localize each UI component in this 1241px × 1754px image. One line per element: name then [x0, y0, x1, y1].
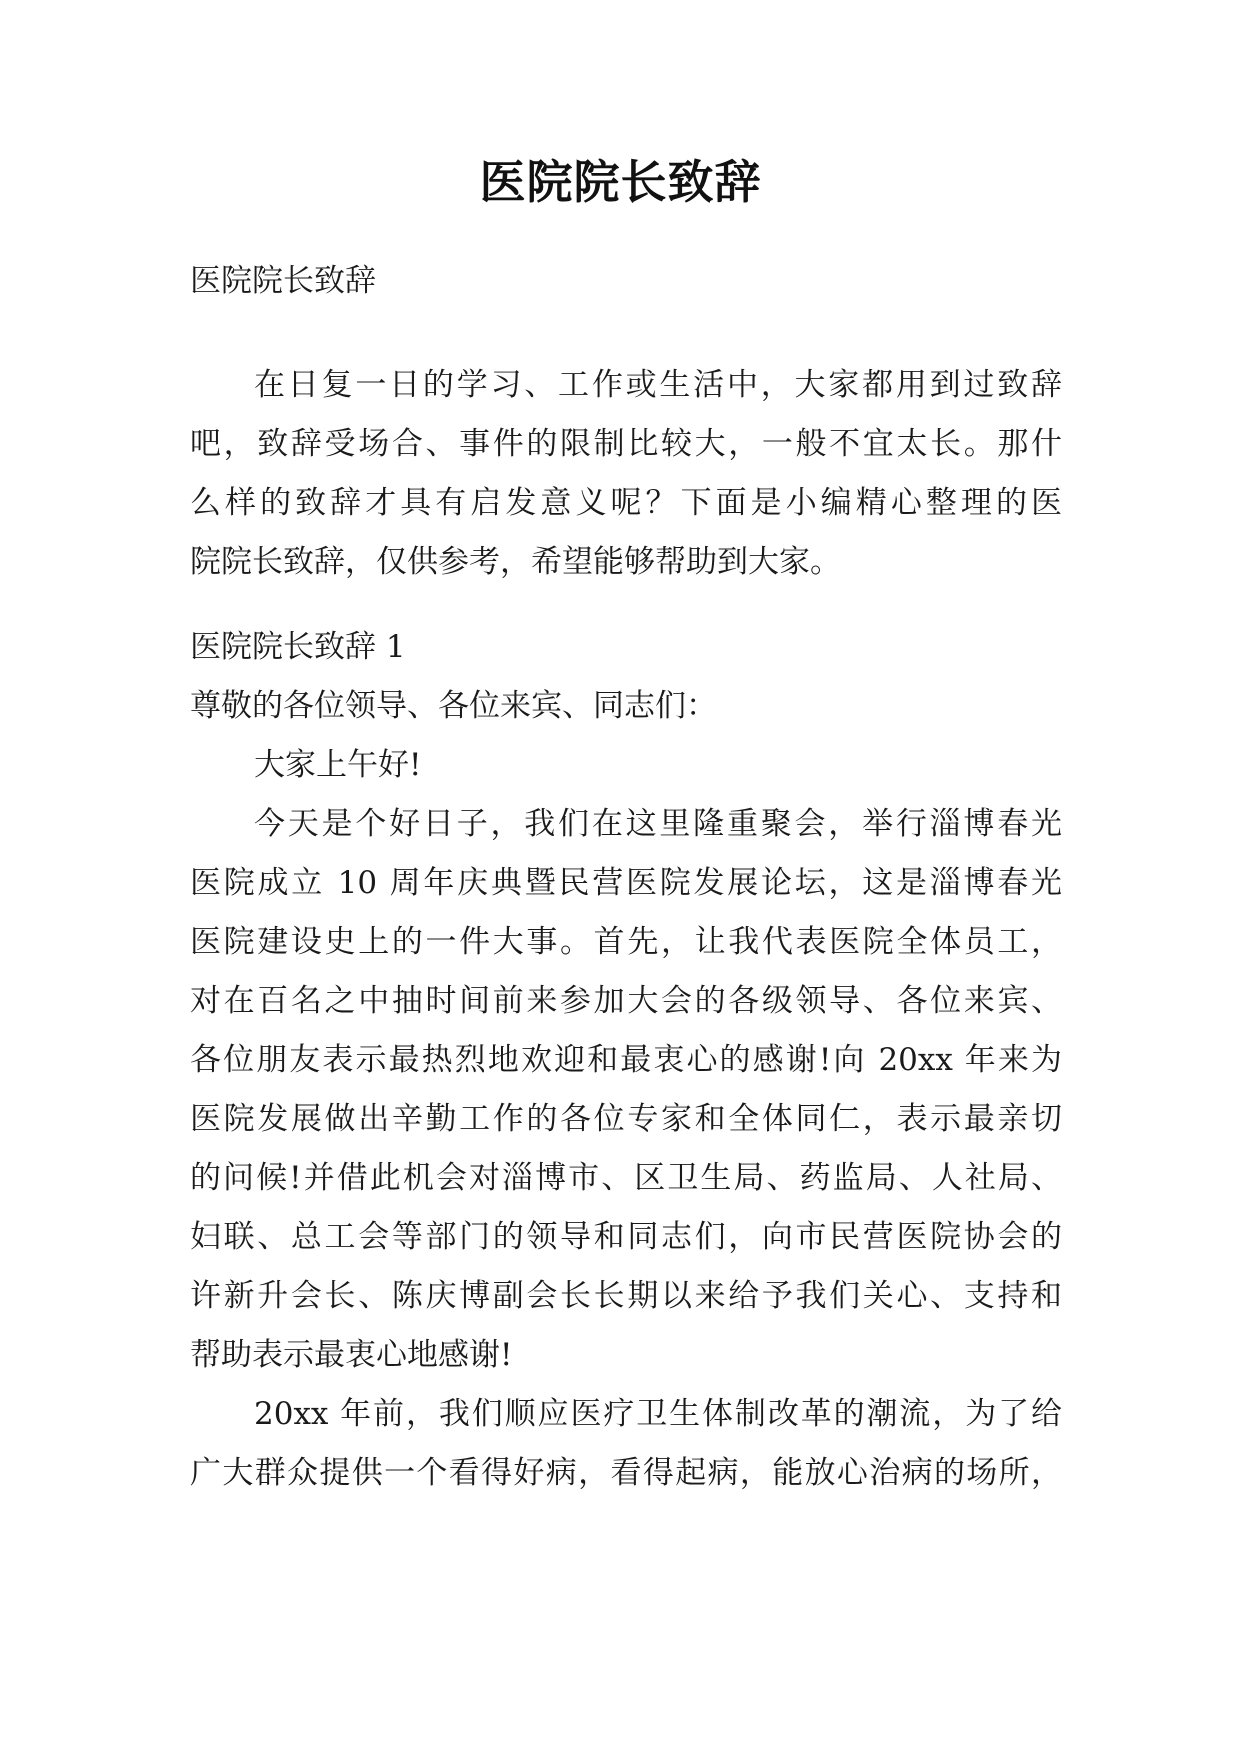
para1-line: 医院发展做出辛勤工作的各位专家和全体同仁，表示最亲切	[190, 1101, 1062, 1137]
document-title: 医院院长致辞	[479, 155, 762, 209]
document-subtitle: 医院院长致辞	[190, 263, 376, 299]
section-heading: 医院院长致辞 1	[190, 629, 406, 665]
speech-body	[190, 618, 1062, 1503]
intro-line: 在日复一日的学习、工作或生活中，大家都用到过致辞	[254, 367, 1062, 403]
para2-line: 20xx 年前，我们顺应医疗卫生体制改革的潮流，为了给	[254, 1396, 1062, 1432]
para1-line: 医院成立 10 周年庆典暨民营医院发展论坛，这是淄博春光	[190, 865, 1062, 901]
para2-line: 广大群众提供一个看得好病，看得起病，能放心治病的场所，	[190, 1455, 1062, 1491]
para1-line: 帮助表示最衷心地感谢!	[190, 1337, 513, 1373]
para1-line: 各位朋友表示最热烈地欢迎和最衷心的感谢!向 20xx 年来为	[190, 1042, 1062, 1078]
intro-line: 吧，致辞受场合、事件的限制比较大，一般不宜太长。那什	[190, 426, 1062, 462]
para1-line: 对在百名之中抽时间前来参加大会的各级领导、各位来宾、	[190, 983, 1062, 1019]
para1-line: 妇联、总工会等部门的领导和同志们，向市民营医院协会的	[190, 1219, 1062, 1255]
para1-line: 的问候!并借此机会对淄博市、区卫生局、药监局、人社局、	[190, 1160, 1062, 1196]
para1-line: 许新升会长、陈庆博副会长长期以来给予我们关心、支持和	[190, 1278, 1062, 1314]
greeting: 大家上午好!	[254, 747, 422, 783]
salutation: 尊敬的各位领导、各位来宾、同志们：	[190, 688, 717, 724]
para1-line: 今天是个好日子，我们在这里隆重聚会，举行淄博春光	[254, 806, 1062, 842]
document-subtitle-block	[190, 252, 1062, 311]
para1-line: 医院建设史上的一件大事。首先，让我代表医院全体员工，	[190, 924, 1062, 960]
intro-line: 么样的致辞才具有启发意义呢？下面是小编精心整理的医	[190, 485, 1062, 521]
intro-paragraph	[190, 356, 1062, 592]
intro-line: 院院长致辞，仅供参考，希望能够帮助到大家。	[190, 544, 841, 580]
